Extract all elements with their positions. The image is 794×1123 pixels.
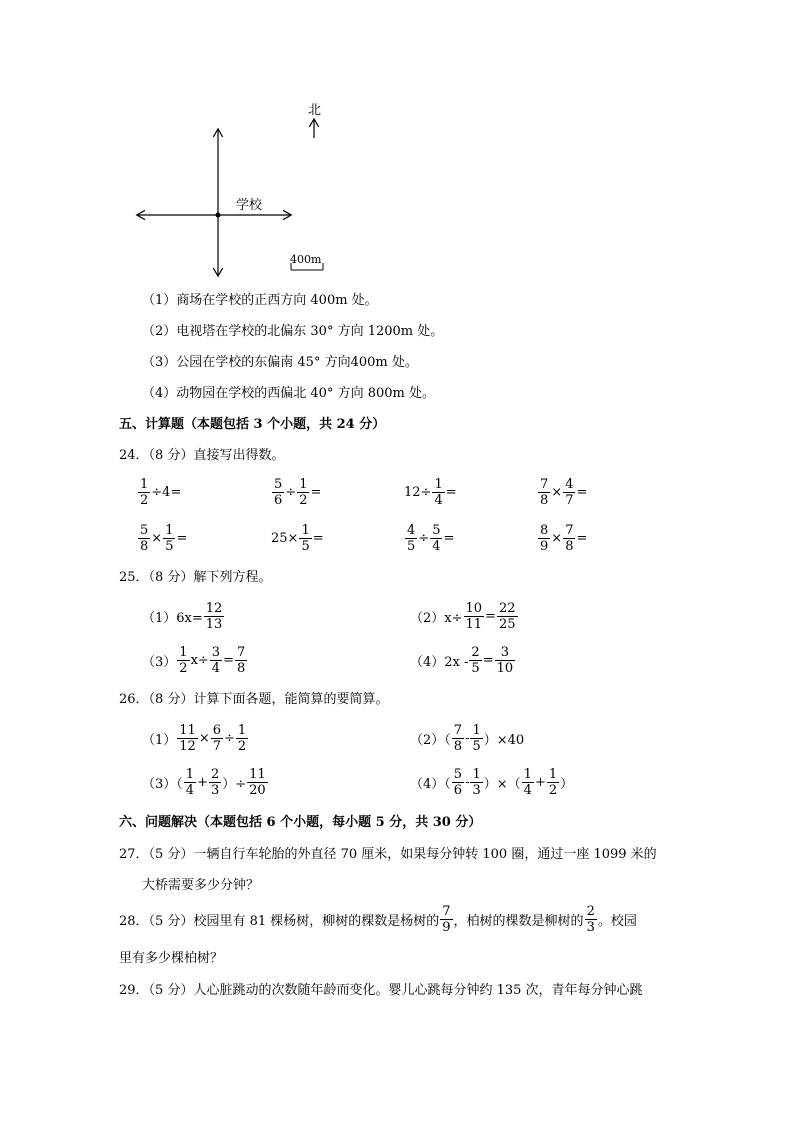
q26-title: 26．（8 分）计算下面各题，能简算的要简算。 xyxy=(119,692,389,707)
q23-item-1: （1）商场在学校的正西方向 400m 处。 xyxy=(142,293,378,308)
q24-item-6: 25× $\frac{1}{5}$ = xyxy=(271,523,324,554)
q24-item-5: $\frac{5}{8}$ × $\frac{1}{5}$ = xyxy=(140,523,188,554)
q26-part-3: （3）（ $\frac{1}{4}$ + $\frac{2}{3}$ ）÷ $\frac{11}{20}$ xyxy=(142,767,266,798)
north-label: 北 xyxy=(308,103,322,118)
q25-part-3: （3） $\frac{1}{2}$ x÷ $\frac{3}{4}$ = $\frac{7}{8}$ xyxy=(142,645,246,676)
q25-part-2: （2）x÷ $\frac{10}{11}$ = $\frac{22}{25}$ xyxy=(410,601,516,632)
q24-item-4: $\frac{7}{8}$ × $\frac{4}{7}$ = xyxy=(540,477,588,508)
q23-item-4: （4）动物园在学校的西偏北 40° 方向 800m 处。 xyxy=(142,386,435,401)
q28-line-2: 里有多少棵柏树？ xyxy=(119,951,224,966)
scale-label: 400m xyxy=(290,253,322,266)
section6-title: 六、问题解决（本题包括 6 个小题，每小题 5 分，共 30 分） xyxy=(119,815,482,830)
q27-line-1: 27．（5 分）一辆自行车轮胎的外直径 70 厘米，如果每分钟转 100 圈，通过一座 1099 米的 xyxy=(119,847,657,862)
q25-title: 25．（8 分）解下列方程。 xyxy=(119,570,272,585)
school-point xyxy=(216,213,221,218)
q23-item-3: （3）公园在学校的东偏南 45° 方向400m 处。 xyxy=(142,355,418,370)
q25-part-1: （1）6x= $\frac{12}{13}$ xyxy=(142,601,223,632)
q24-item-7: $\frac{4}{5}$ ÷ $\frac{5}{4}$ = xyxy=(407,523,455,554)
section5-title: 五、计算题（本题包括 3 个小题，共 24 分） xyxy=(119,417,386,432)
school-label: 学校 xyxy=(236,198,263,213)
q24-item-3: 12÷ $\frac{1}{4}$ = xyxy=(404,477,457,508)
q28-line-1: 28．（5 分）校园里有 81 棵杨树，柳树的棵数是杨树的 $\frac{7}{9}$ ，柏树的棵数是柳树的 $\frac{2}{3}$ 。校园 xyxy=(119,904,637,935)
q23-item-2: （2）电视塔在学校的北偏东 30° 方向 1200m 处。 xyxy=(142,324,444,339)
q26-part-1: （1） $\frac{11}{12}$ × $\frac{6}{7}$ ÷ $\frac{1}{2}$ xyxy=(142,723,247,754)
q26-part-2: （2）（ $\frac{7}{8}$ - $\frac{1}{5}$ ）×40 xyxy=(410,723,525,754)
q24-item-8: $\frac{8}{9}$ × $\frac{7}{8}$ = xyxy=(540,523,588,554)
q26-part-4: （4）（ $\frac{5}{6}$ - $\frac{1}{3}$ ）×（ $\frac{1}{4}$ + $\frac{1}{2}$ ） xyxy=(410,767,574,798)
q24-item-2: $\frac{5}{6}$ ÷ $\frac{1}{2}$ = xyxy=(274,477,322,508)
direction-diagram xyxy=(130,95,340,285)
q24-item-1: $\frac{1}{2}$ ÷4= xyxy=(140,477,182,508)
q29-line-1: 29．（5 分）人心脏跳动的次数随年龄而变化。婴儿心跳每分钟约 135 次，青年每分钟心跳 xyxy=(119,983,643,998)
q24-title: 24．（8 分）直接写出得数。 xyxy=(119,448,285,463)
q27-line-2: 大桥需要多少分钟？ xyxy=(142,878,260,893)
fraction: $\frac{1}{2}$ xyxy=(140,477,149,508)
q25-part-4: （4）2x - $\frac{2}{5}$ = $\frac{3}{10}$ xyxy=(410,645,514,676)
